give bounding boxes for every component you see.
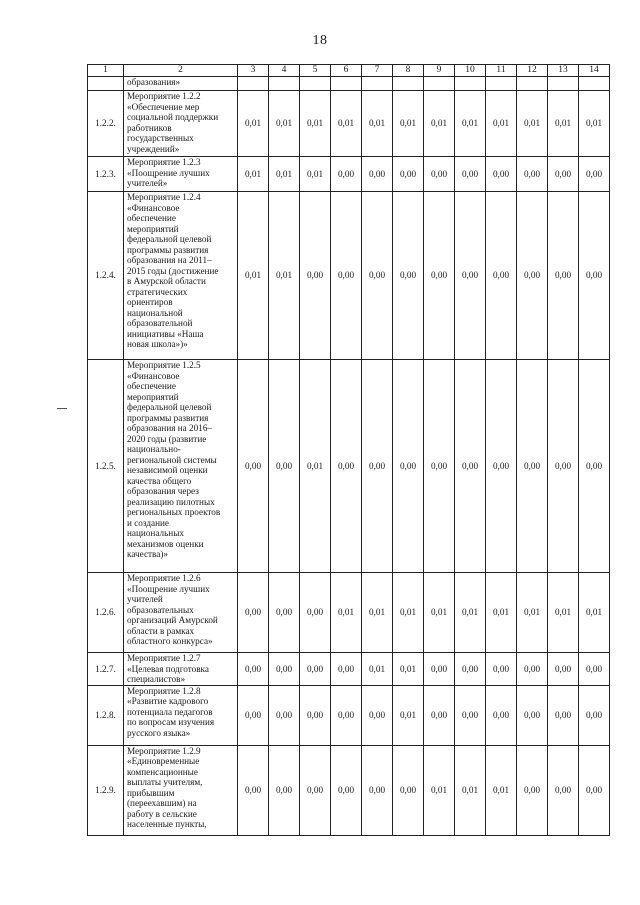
value-cell — [362, 77, 393, 91]
value-cell: 0,00 — [362, 745, 393, 835]
value-cell: 0,01 — [393, 685, 424, 745]
value-cell — [517, 77, 548, 91]
value-cell: 0,00 — [579, 745, 610, 835]
value-cell: 0,00 — [362, 685, 393, 745]
value-cell: 0,00 — [300, 745, 331, 835]
column-header: 12 — [517, 65, 548, 77]
column-header: 13 — [548, 65, 579, 77]
row-number-cell — [88, 77, 124, 91]
value-cell: 0,00 — [238, 573, 269, 653]
value-cell: 0,00 — [455, 192, 486, 360]
value-cell: 0,00 — [331, 653, 362, 686]
value-cell: 0,00 — [548, 685, 579, 745]
value-cell: 0,00 — [548, 653, 579, 686]
value-cell: 0,00 — [486, 360, 517, 573]
column-header: 6 — [331, 65, 362, 77]
column-header: 4 — [269, 65, 300, 77]
value-cell: 0,01 — [362, 91, 393, 157]
value-cell: 0,00 — [424, 157, 455, 192]
value-cell: 0,00 — [331, 360, 362, 573]
measure-name-cell: Мероприятие 1.2.6 «Поощрение лучших учителей образовательных организаций Амурской области в рамках областного конкурса» — [124, 573, 238, 653]
value-cell: 0,01 — [579, 91, 610, 157]
column-header: 1 — [88, 65, 124, 77]
measure-name-cell: Мероприятие 1.2.8 «Развитие кадрового потенциала педагогов по вопросам изучения русского языка» — [124, 685, 238, 745]
value-cell: 0,01 — [486, 91, 517, 157]
value-cell: 0,00 — [300, 685, 331, 745]
value-cell: 0,00 — [238, 653, 269, 686]
value-cell: 0,01 — [424, 573, 455, 653]
value-cell: 0,01 — [269, 157, 300, 192]
value-cell: 0,01 — [300, 91, 331, 157]
value-cell: 0,00 — [424, 192, 455, 360]
table-row — [88, 77, 610, 91]
value-cell: 0,00 — [362, 192, 393, 360]
value-cell: 0,01 — [455, 91, 486, 157]
value-cell: 0,00 — [517, 360, 548, 573]
value-cell: 0,01 — [424, 745, 455, 835]
value-cell: 0,00 — [393, 192, 424, 360]
value-cell: 0,00 — [579, 653, 610, 686]
row-number-cell: 1.2.9. — [88, 745, 124, 835]
value-cell: 0,00 — [424, 653, 455, 686]
value-cell: 0,00 — [331, 157, 362, 192]
measure-name-cell: Мероприятие 1.2.3 «Поощрение лучших учителей» — [124, 157, 238, 192]
value-cell: 0,00 — [300, 192, 331, 360]
value-cell: 0,01 — [548, 91, 579, 157]
column-header: 14 — [579, 65, 610, 77]
table-row — [88, 360, 610, 573]
value-cell: 0,01 — [269, 192, 300, 360]
measure-name-cell: Мероприятие 1.2.5 «Финансовое обеспечение мероприятий федеральной целевой программы развития образования на 2016– 2020 годы (развитие национально- региональной системы независимой оценки качества общего образования через реализацию пилотных региональных проектов и создание национальных механизмов оценки качества)» — [124, 360, 238, 573]
value-cell: 0,00 — [517, 685, 548, 745]
value-cell: 0,00 — [517, 157, 548, 192]
value-cell: 0,00 — [362, 360, 393, 573]
value-cell: 0,00 — [486, 685, 517, 745]
value-cell: 0,00 — [424, 685, 455, 745]
value-cell: 0,00 — [455, 653, 486, 686]
table-row — [88, 573, 610, 653]
column-header: 11 — [486, 65, 517, 77]
value-cell: 0,00 — [269, 653, 300, 686]
value-cell: 0,00 — [393, 360, 424, 573]
value-cell: 0,01 — [238, 91, 269, 157]
value-cell: 0,01 — [393, 653, 424, 686]
value-cell: 0,01 — [331, 573, 362, 653]
value-cell: 0,00 — [331, 192, 362, 360]
value-cell: 0,01 — [238, 157, 269, 192]
value-cell: 0,00 — [548, 192, 579, 360]
value-cell: 0,01 — [486, 573, 517, 653]
column-header: 3 — [238, 65, 269, 77]
value-cell: 0,00 — [238, 685, 269, 745]
value-cell: 0,00 — [424, 360, 455, 573]
value-cell: 0,00 — [486, 157, 517, 192]
row-number-cell: 1.2.7. — [88, 653, 124, 686]
column-header: 5 — [300, 65, 331, 77]
value-cell — [424, 77, 455, 91]
header-row — [88, 65, 610, 77]
value-cell: 0,01 — [238, 192, 269, 360]
value-cell: 0,00 — [238, 360, 269, 573]
value-cell — [579, 77, 610, 91]
value-cell: 0,00 — [548, 157, 579, 192]
value-cell: 0,00 — [269, 685, 300, 745]
value-cell — [269, 77, 300, 91]
value-cell: 0,01 — [424, 91, 455, 157]
measure-name-cell: Мероприятие 1.2.4 «Финансовое обеспечение мероприятий федеральной целевой программы развития образования на 2011– 2015 годы (достижение в Амурской области стратегических ориентиров национальной образовательной инициативы «Наша новая школа»)» — [124, 192, 238, 360]
value-cell: 0,00 — [548, 745, 579, 835]
value-cell: 0,01 — [300, 157, 331, 192]
value-cell: 0,00 — [486, 192, 517, 360]
value-cell: 0,00 — [517, 745, 548, 835]
value-cell: 0,00 — [455, 685, 486, 745]
measure-name-cell: Мероприятие 1.2.9 «Единовременные компенсационные выплаты учителям, прибывшим (переехавшим) на работу в сельские населенные пункты, — [124, 745, 238, 835]
table-row — [88, 91, 610, 157]
value-cell: 0,00 — [269, 573, 300, 653]
row-number-cell: 1.2.5. — [88, 360, 124, 573]
value-cell: 0,00 — [300, 653, 331, 686]
value-cell: 0,00 — [486, 653, 517, 686]
column-header: 7 — [362, 65, 393, 77]
value-cell: 0,00 — [517, 192, 548, 360]
measure-name-cell: Мероприятие 1.2.7 «Целевая подготовка специалистов» — [124, 653, 238, 686]
value-cell: 0,01 — [331, 91, 362, 157]
value-cell: 0,00 — [331, 745, 362, 835]
page-number: 18 — [312, 33, 328, 48]
value-cell: 0,00 — [269, 745, 300, 835]
value-cell: 0,00 — [455, 157, 486, 192]
value-cell: 0,01 — [455, 573, 486, 653]
value-cell: 0,01 — [579, 573, 610, 653]
table-row — [88, 745, 610, 835]
value-cell: 0,01 — [517, 91, 548, 157]
value-cell: 0,01 — [269, 91, 300, 157]
value-cell: 0,00 — [269, 360, 300, 573]
value-cell — [238, 77, 269, 91]
table-row — [88, 157, 610, 192]
value-cell: 0,00 — [393, 157, 424, 192]
row-number-cell: 1.2.6. — [88, 573, 124, 653]
value-cell — [548, 77, 579, 91]
value-cell — [486, 77, 517, 91]
value-cell: 0,01 — [548, 573, 579, 653]
table-body — [88, 65, 610, 836]
value-cell — [300, 77, 331, 91]
value-cell: 0,00 — [331, 685, 362, 745]
value-cell: 0,00 — [300, 573, 331, 653]
table-row — [88, 192, 610, 360]
value-cell — [393, 77, 424, 91]
column-header: 9 — [424, 65, 455, 77]
value-cell — [331, 77, 362, 91]
value-cell: 0,00 — [579, 360, 610, 573]
margin-mark — [57, 408, 67, 409]
value-cell: 0,00 — [579, 157, 610, 192]
table-row — [88, 685, 610, 745]
value-cell: 0,00 — [579, 192, 610, 360]
column-header: 10 — [455, 65, 486, 77]
measure-name-cell: Мероприятие 1.2.2 «Обеспечение мер социальной поддержки работников государственных учреждений» — [124, 91, 238, 157]
value-cell: 0,00 — [548, 360, 579, 573]
value-cell — [455, 77, 486, 91]
data-table — [87, 64, 610, 836]
column-header: 2 — [124, 65, 238, 77]
row-number-cell: 1.2.3. — [88, 157, 124, 192]
value-cell: 0,01 — [455, 745, 486, 835]
value-cell: 0,00 — [362, 157, 393, 192]
value-cell: 0,01 — [393, 91, 424, 157]
value-cell: 0,01 — [486, 745, 517, 835]
row-number-cell: 1.2.8. — [88, 685, 124, 745]
value-cell: 0,01 — [362, 653, 393, 686]
value-cell: 0,01 — [300, 360, 331, 573]
measure-name-cell: образования» — [124, 77, 238, 91]
row-number-cell: 1.2.4. — [88, 192, 124, 360]
value-cell: 0,00 — [238, 745, 269, 835]
value-cell: 0,00 — [393, 745, 424, 835]
value-cell: 0,00 — [517, 653, 548, 686]
table-row — [88, 653, 610, 686]
value-cell: 0,00 — [579, 685, 610, 745]
value-cell: 0,00 — [455, 360, 486, 573]
value-cell: 0,01 — [393, 573, 424, 653]
value-cell: 0,01 — [362, 573, 393, 653]
column-header: 8 — [393, 65, 424, 77]
value-cell: 0,01 — [517, 573, 548, 653]
row-number-cell: 1.2.2. — [88, 91, 124, 157]
